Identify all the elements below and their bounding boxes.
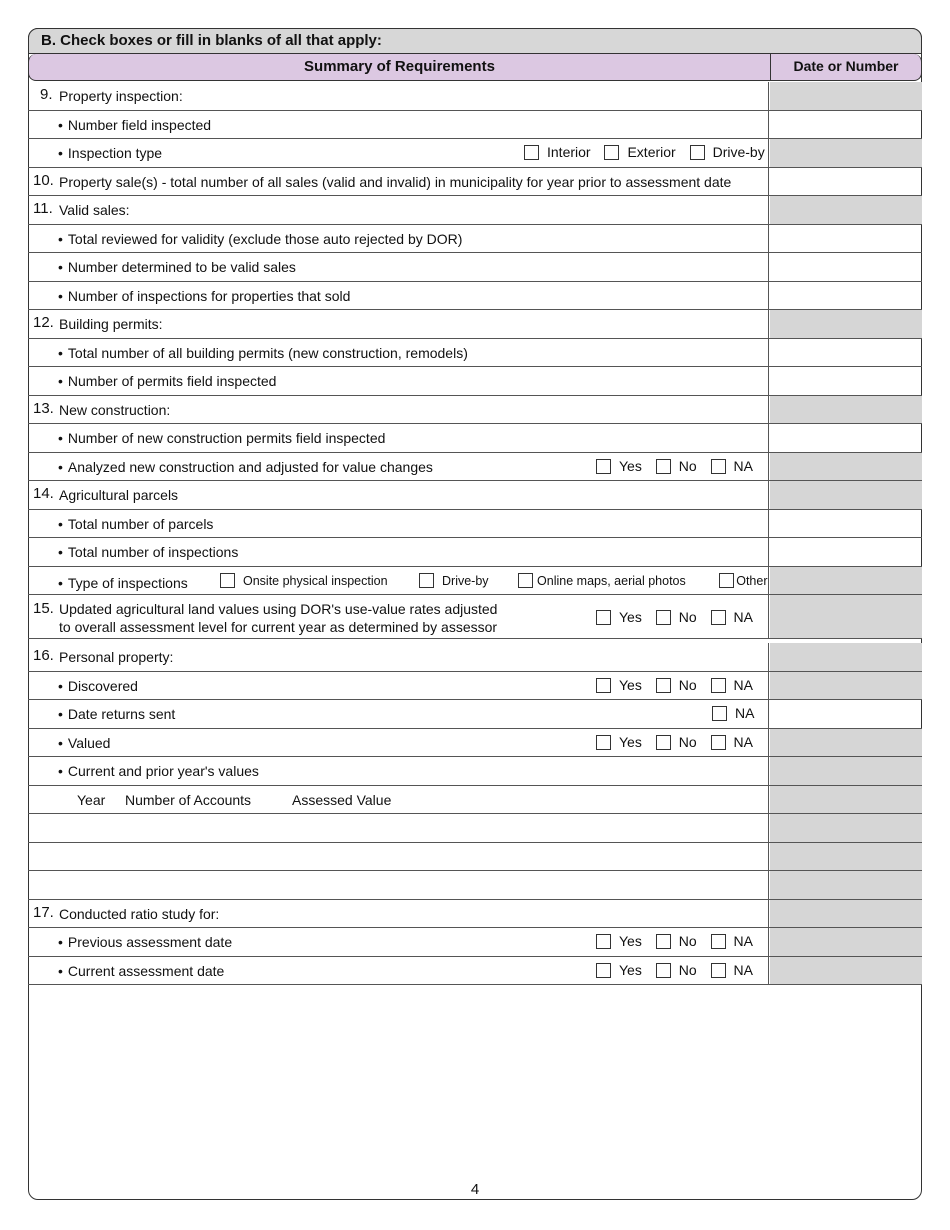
row-number: 16. [33,647,54,664]
values-header-row [28,786,922,815]
option-label: Yes [619,676,642,693]
table-row [28,643,922,672]
na-checkbox[interactable] [711,459,726,474]
row-label: • Total number of inspections [58,544,238,560]
date-field-shaded [770,900,922,928]
date-field-shaded [770,786,922,814]
option-label: NA [733,733,753,750]
no-checkbox[interactable] [656,459,671,474]
row-label: • Discovered [58,678,138,694]
table-row [28,139,922,168]
date-or-number-input[interactable] [770,168,922,196]
option-label: Interior [547,144,591,160]
yes-checkbox[interactable] [596,459,611,474]
date-field-shaded [770,672,922,700]
drive-by-checkbox[interactable] [690,145,705,160]
table-row [28,481,922,510]
row-label: Updated agricultural land values using DOR's use-value rates adjusted [59,601,498,617]
values-entry-field[interactable] [28,843,769,871]
date-field-shaded [770,567,922,595]
yes-no-na-options [596,458,763,474]
table-row [28,282,922,311]
option-label: NA [733,609,753,625]
row-label: New construction: [59,401,171,418]
row-label: Property inspection: [59,88,183,104]
table-row [28,367,922,396]
table-row [28,196,922,225]
row-label: • Analyzed new construction and adjusted for value changes [58,459,433,475]
table-row [28,225,922,254]
yes-checkbox[interactable] [596,735,611,750]
row-label: • Valued [58,735,110,751]
assessed-value-column-header: Assessed Value [292,791,392,808]
values-entry-row [28,871,922,900]
option-label: Drive-by [442,573,489,588]
option-label: Other [736,573,768,588]
table-row [28,424,922,453]
row-label: • Number of inspections for properties that sold [58,288,350,304]
date-field-shaded [770,310,922,338]
option-label: NA [733,676,753,693]
row-label: • Current and prior year's values [58,763,259,779]
row-label-continued: to overall assessment level for current year as determined by assessor [59,619,498,635]
table-row [28,111,922,140]
date-field-shaded [770,82,922,110]
onsite-checkbox[interactable] [220,573,235,588]
option-label: No [678,933,697,949]
yes-no-na-options [596,609,763,625]
na-checkbox[interactable] [711,678,726,693]
row-number: 10. [33,171,54,189]
table-row [28,510,922,539]
na-option [712,705,764,721]
date-or-number-input[interactable] [770,538,922,566]
yes-checkbox[interactable] [596,963,611,978]
row-label: • Number of new construction permits field inspected [58,430,385,446]
na-checkbox[interactable] [711,735,726,750]
row-label: Valid sales: [59,202,130,218]
option-label: Yes [619,609,642,625]
no-checkbox[interactable] [656,934,671,949]
interior-checkbox[interactable] [524,145,539,160]
date-field-shaded [770,396,922,424]
yes-checkbox[interactable] [596,934,611,949]
table-row [28,729,922,758]
values-entry-row [28,843,922,872]
date-or-number-input[interactable] [770,339,922,367]
row-label: • Total number of parcels [58,516,213,532]
yes-no-na-options [596,734,763,750]
date-or-number-input[interactable] [770,424,922,452]
date-field-shaded [770,139,922,167]
yes-checkbox[interactable] [596,678,611,693]
date-field-shaded [770,928,922,956]
date-field-shaded [770,453,922,481]
option-label: Exterior [627,144,676,160]
date-or-number-input[interactable] [770,367,922,395]
no-checkbox[interactable] [656,678,671,693]
option-label: Yes [619,961,642,978]
row-label: • Number determined to be valid sales [58,259,296,275]
date-field-shaded [770,643,922,671]
row-label: • Total reviewed for validity (exclude those auto rejected by DOR) [58,231,462,247]
date-field-shaded [770,957,922,985]
table-row [28,757,922,786]
row-label: • Number of permits field inspected [58,373,276,389]
option-label: Onsite physical inspection [243,573,388,588]
no-checkbox[interactable] [656,610,671,625]
table-row [28,900,922,929]
summary-header: Summary of Requirements [29,54,771,80]
values-entry-field[interactable] [28,871,769,899]
table-row [28,700,922,729]
row-label: Personal property: [59,649,174,665]
table-row [28,82,922,111]
date-or-number-input[interactable] [770,253,922,281]
option-label: No [678,733,697,750]
row-label: • Type of inspections [58,575,188,591]
row-number: 11. [33,200,53,217]
row-label: • Inspection type [58,145,162,161]
date-field-shaded [770,196,922,224]
option-label: Online maps, aerial photos [537,573,686,588]
table-row [28,253,922,282]
option-label: Yes [619,733,642,750]
yes-no-na-options [596,962,763,978]
date-field-shaded [770,843,922,871]
row-label: Agricultural parcels [59,487,179,503]
date-field-shaded [770,871,922,899]
table-row [28,396,922,425]
row-label: Building permits: [59,316,163,332]
table-row [28,567,922,596]
date-or-number-input[interactable] [770,510,922,538]
exterior-checkbox[interactable] [604,145,619,160]
table-row [28,453,922,482]
yes-no-na-options [596,677,763,693]
row-label: • Number field inspected [58,117,211,133]
table-row [28,957,922,986]
table-row [28,538,922,567]
option-label: NA [733,961,753,978]
date-or-number-input[interactable] [770,111,922,139]
option-label: NA [733,933,753,949]
na-checkbox[interactable] [711,610,726,625]
row-number: 17. [33,903,54,921]
date-field-shaded [770,595,922,638]
na-checkbox[interactable] [711,934,726,949]
accounts-column-header: Number of Accounts [125,791,252,808]
date-or-number-input[interactable] [770,700,922,728]
row-number: 13. [33,399,54,417]
drive-by-checkbox[interactable] [419,573,434,588]
values-entry-row [28,814,922,843]
table-header [28,54,922,81]
inspection-method-options [220,573,778,588]
table-row [28,928,922,957]
section-title: B. Check boxes or fill in blanks of all that apply: [28,28,922,54]
row-label: Conducted ratio study for: [59,905,220,922]
option-label: NA [735,705,755,721]
option-label: No [678,676,697,693]
yes-checkbox[interactable] [596,610,611,625]
row-number: 9. [40,86,53,103]
option-label: No [678,609,697,625]
other-checkbox[interactable] [719,573,734,588]
date-field-shaded [770,729,922,757]
no-checkbox[interactable] [656,963,671,978]
year-column-header: Year [77,791,106,808]
yes-no-na-options [596,933,763,949]
date-or-number-input[interactable] [770,282,922,310]
option-label: Yes [619,457,642,474]
na-checkbox[interactable] [712,706,727,721]
date-field-shaded [770,481,922,509]
option-label: No [678,961,697,978]
row-label: • Date returns sent [58,706,175,722]
row-number: 15. [33,600,54,617]
row-label: • Previous assessment date [58,934,232,950]
table-row [28,595,922,639]
online-maps-checkbox[interactable] [518,573,533,588]
no-checkbox[interactable] [656,735,671,750]
table-row [28,310,922,339]
option-label: Drive-by [712,144,765,160]
option-label: NA [733,457,753,474]
row-number: 12. [33,314,54,331]
option-label: No [678,457,697,474]
na-checkbox[interactable] [711,963,726,978]
row-label: • Current assessment date [58,963,224,979]
date-or-number-input[interactable] [770,225,922,253]
table-row [28,168,922,197]
row-number: 14. [33,485,54,502]
values-entry-field[interactable] [28,814,769,842]
row-label: • Total number of all building permits (new construction, remodels) [58,345,468,361]
page-number: 4 [470,1181,480,1198]
row-label: Property sale(s) - total number of all sales (valid and invalid) in municipality for year prior to assessment date [59,173,732,190]
table-row [28,672,922,701]
option-label: Yes [619,933,642,949]
date-field-shaded [770,814,922,842]
table-row [28,339,922,368]
date-field-shaded [770,757,922,785]
date-header: Date or Number [793,58,899,74]
inspection-type-options [524,144,775,160]
